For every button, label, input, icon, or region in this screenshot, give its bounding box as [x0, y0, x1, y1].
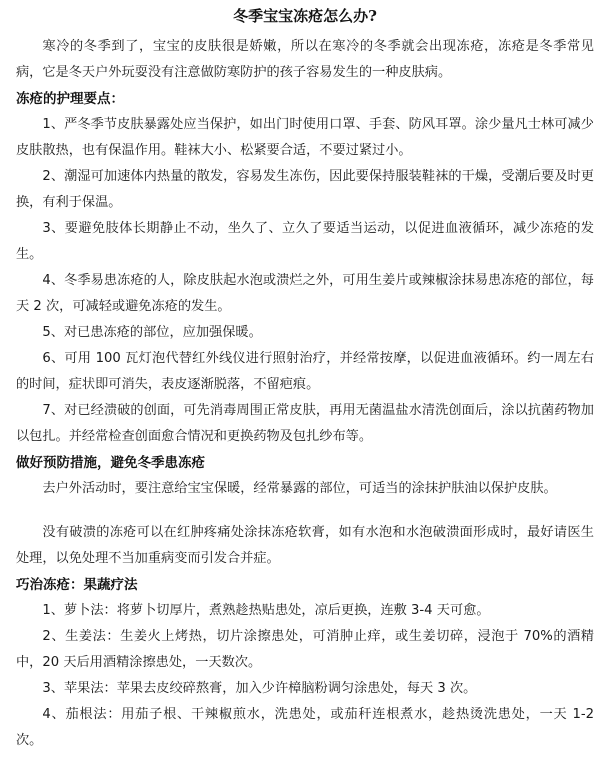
remedy-item-4: 4、茄根法：用茄子根、干辣椒煎水，洗患处，或茄秆连根煮水，趁热烫洗患处，一天 1-2 次。 — [16, 707, 594, 748]
care-item-2: 2、潮湿可加速体内热量的散发，容易发生冻伤，因此要保持服装鞋袜的干燥，受潮后要及时更换，有利于保温。 — [16, 169, 594, 210]
prevention-paragraph-1: 去户外活动时，要注意给宝宝保暖，经常暴露的部位，可适当的涂抹护肤油以保护皮肤。 — [42, 481, 557, 496]
remedy-item-1: 1、萝卜法：将萝卜切厚片，煮熟趁热贴患处，凉后更换，连敷 3-4 天可愈。 — [42, 603, 490, 618]
care-item-1: 1、严冬季节皮肤暴露处应当保护，如出门时使用口罩、手套、防风耳罩。涂少量凡士林可减少皮肤散热，也有保温作用。鞋袜大小、松紧要合适，不要过紧过小。 — [16, 117, 594, 158]
remedy-item-2: 2、生姜法：生姜火上烤热，切片涂擦患处，可消肿止痒，或生姜切碎，浸泡于 70%的酒精中，20 天后用酒精涂擦患处，一天数次。 — [16, 629, 594, 670]
prevention-paragraph-2: 没有破溃的冻疮可以在红肿疼痛处涂抹冻疮软膏，如有水泡和水泡破溃面形成时，最好请医生处理，以免处理不当加重病变而引发合并症。 — [16, 525, 594, 566]
paragraph-gap — [16, 502, 594, 520]
care-item-4: 4、冬季易患冻疮的人，除皮肤起水泡或溃烂之外，可用生姜片或辣椒涂抹易患冻疮的部位，每天 2 次，可减轻或避免冻疮的发生。 — [16, 273, 594, 314]
section-heading-prevention: 做好预防措施，避免冬季患冻疮 — [16, 455, 205, 471]
remedy-item-3: 3、苹果法：苹果去皮绞碎熬膏，加入少许樟脑粉调匀涂患处，每天 3 次。 — [42, 681, 477, 696]
section-heading-remedies: 巧治冻疮：果蔬疗法 — [16, 577, 138, 593]
care-item-3: 3、要避免肢体长期静止不动，坐久了、立久了要适当运动，以促进血液循环，减少冻疮的发生。 — [16, 221, 594, 262]
intro-paragraph: 寒冷的冬季到了，宝宝的皮肤很是娇嫩，所以在寒冷的冬季就会出现冻疮，冻疮是冬季常见病，它是冬天户外玩耍没有注意做防寒防护的孩子容易发生的一种皮肤病。 — [16, 39, 594, 80]
care-item-7: 7、对已经溃破的创面，可先消毒周围正常皮肤，再用无菌温盐水清洗创面后，涂以抗菌药物加以包扎。并经常检查创面愈合情况和更换药物及包扎纱布等。 — [16, 403, 594, 444]
care-item-6: 6、可用 100 瓦灯泡代替红外线仪进行照射治疗，并经常按摩，以促进血液循环。约一周左右的时间，症状即可消失，表皮逐渐脱落，不留疤痕。 — [16, 351, 594, 392]
section-heading-care: 冻疮的护理要点： — [16, 91, 124, 107]
page-title: 冬季宝宝冻疮怎么办? — [233, 7, 377, 25]
care-item-5: 5、对已患冻疮的部位，应加强保暖。 — [42, 325, 262, 340]
